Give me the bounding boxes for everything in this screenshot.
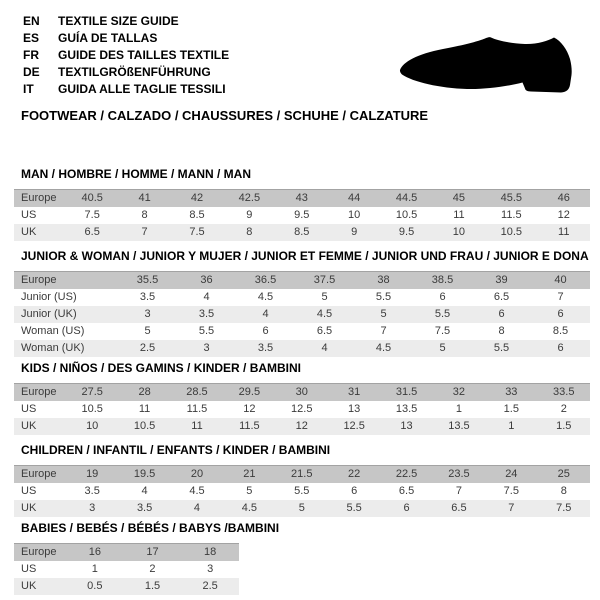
row-label: UK	[21, 502, 37, 514]
language-label: GUIDA ALLE TAGLIE TESSILI	[58, 82, 226, 96]
size-cell: 32	[452, 386, 466, 398]
size-table-row	[14, 544, 239, 562]
table-title-babies: BABIES / BEBÉS / BÉBÉS / BABYS /BAMBINI	[21, 521, 280, 535]
size-cell: 42	[190, 192, 204, 204]
size-cell: 6	[262, 325, 269, 337]
language-row	[23, 81, 229, 98]
size-cell: 17	[146, 546, 159, 558]
size-cell: 5.5	[346, 502, 362, 514]
size-cell: 7	[455, 485, 462, 497]
row-label: US	[21, 403, 37, 415]
size-table-row	[14, 289, 590, 306]
size-table-row	[14, 340, 590, 357]
size-table-children	[14, 465, 590, 517]
size-cell: 1.5	[144, 580, 161, 592]
size-cell: 3.5	[84, 485, 100, 497]
size-cell: 10	[348, 209, 361, 221]
size-cell: 8	[498, 325, 505, 337]
size-cell: 19.5	[133, 468, 156, 480]
size-table-row	[14, 384, 590, 402]
size-cell: 24	[505, 468, 518, 480]
size-cell: 20	[190, 468, 204, 480]
size-cell: 40	[554, 274, 567, 286]
size-cell: 7.5	[556, 502, 572, 514]
size-cell: 25	[557, 468, 570, 480]
size-cell: 5	[298, 502, 305, 514]
language-row	[23, 13, 229, 30]
row-label: Europe	[21, 192, 57, 204]
size-cell: 6.5	[398, 485, 415, 497]
language-list	[23, 13, 229, 98]
row-label: Europe	[21, 274, 57, 286]
size-cell: 5	[380, 308, 387, 320]
size-cell: 30	[295, 386, 308, 398]
size-cell: 33	[505, 386, 518, 398]
row-label: Woman (UK)	[21, 342, 85, 354]
size-table-junior-woman	[14, 271, 590, 357]
size-section-man	[14, 166, 590, 241]
size-table-kids	[14, 383, 590, 435]
size-table-row	[14, 272, 590, 290]
size-cell: 11	[558, 226, 570, 238]
size-cell: 38	[377, 274, 390, 286]
size-cell: 6	[403, 502, 410, 514]
size-cell: 3	[144, 308, 151, 320]
size-cell: 3.5	[139, 291, 156, 303]
size-cell: 7.5	[434, 325, 451, 337]
size-cell: 37.5	[313, 274, 336, 286]
size-cell: 5.5	[294, 485, 310, 497]
language-row	[23, 64, 229, 81]
dress-shoe-icon	[385, 15, 585, 105]
row-label: Europe	[21, 546, 57, 558]
size-cell: 10.5	[500, 226, 523, 238]
size-table-row	[14, 418, 590, 435]
size-cell: 12.5	[291, 403, 313, 415]
size-cell: 5.5	[434, 308, 451, 320]
size-cell: 12	[295, 420, 308, 432]
row-label: Junior (UK)	[21, 308, 77, 320]
size-section-kids	[14, 360, 590, 435]
size-cell: 31.5	[395, 386, 418, 398]
size-cell: 13	[348, 403, 361, 415]
size-cell: 9.5	[398, 226, 415, 238]
size-cell: 0.5	[87, 580, 103, 592]
size-cell: 4.5	[241, 502, 258, 514]
size-cell: 5	[439, 342, 446, 354]
size-cell: 8	[560, 485, 567, 497]
size-cell: 5.5	[375, 291, 392, 303]
size-cell: 4	[262, 308, 269, 320]
size-cell: 4	[193, 502, 201, 514]
size-cell: 22	[348, 468, 361, 480]
size-section-babies	[14, 520, 590, 595]
row-label: UK	[21, 226, 37, 238]
size-cell: 6.5	[493, 291, 510, 303]
size-table-row	[14, 224, 590, 241]
size-table-babies	[14, 543, 239, 595]
size-cell: 10.5	[133, 420, 156, 432]
row-label: Europe	[21, 386, 57, 398]
size-table-row	[14, 401, 590, 418]
size-cell: 11	[453, 209, 465, 221]
size-cell: 10.5	[81, 403, 103, 415]
size-table-row	[14, 561, 239, 578]
language-row	[23, 47, 229, 64]
size-cell: 8	[141, 209, 148, 221]
size-cell: 1	[91, 563, 98, 575]
size-cell: 6	[557, 308, 564, 320]
size-cell: 4.5	[375, 342, 392, 354]
table-title-man: MAN / HOMBRE / HOMME / MANN / MAN	[21, 167, 251, 181]
size-cell: 6	[557, 342, 564, 354]
size-cell: 5	[321, 291, 328, 303]
size-cell: 46	[557, 192, 570, 204]
size-table-row	[14, 578, 239, 595]
size-table-row	[14, 207, 590, 224]
row-label: US	[21, 485, 37, 497]
size-cell: 23.5	[448, 468, 470, 480]
size-cell: 7.5	[189, 226, 205, 238]
size-cell: 44	[348, 192, 361, 204]
size-cell: 2.5	[139, 342, 156, 354]
size-cell: 5	[144, 325, 151, 337]
size-cell: 12	[557, 209, 570, 221]
size-cell: 9.5	[294, 209, 310, 221]
size-cell: 2.5	[202, 580, 218, 592]
size-cell: 45.5	[500, 192, 523, 204]
size-cell: 6	[439, 291, 446, 303]
size-cell: 28.5	[186, 386, 208, 398]
language-label: GUÍA DE TALLAS	[58, 31, 158, 45]
size-cell: 10	[86, 420, 99, 432]
size-cell: 12	[243, 403, 256, 415]
size-cell: 27.5	[81, 386, 103, 398]
size-cell: 38.5	[431, 274, 454, 286]
table-title-junior-woman: JUNIOR & WOMAN / JUNIOR Y MUJER / JUNIOR ET FEMME / JUNIOR UND FRAU / JUNIOR E DONA	[21, 249, 589, 263]
size-cell: 22.5	[395, 468, 418, 480]
row-label: US	[21, 563, 37, 575]
size-cell: 5.5	[493, 342, 510, 354]
size-cell: 3.5	[198, 308, 215, 320]
size-cell: 2	[560, 403, 567, 415]
size-cell: 10	[452, 226, 466, 238]
size-cell: 1	[455, 403, 462, 415]
size-cell: 1	[508, 420, 515, 432]
language-label: GUIDE DES TAILLES TEXTILE	[58, 48, 230, 62]
row-label: Woman (US)	[21, 325, 85, 337]
size-cell: 36.5	[254, 274, 277, 286]
size-cell: 43	[295, 192, 308, 204]
size-cell: 4.5	[189, 485, 205, 497]
size-cell: 11.5	[239, 420, 260, 432]
size-cell: 13.5	[448, 420, 470, 432]
language-code: IT	[23, 82, 34, 96]
size-cell: 21.5	[291, 468, 313, 480]
size-cell: 31	[348, 386, 361, 398]
row-label: Europe	[21, 468, 57, 480]
size-cell: 33.5	[553, 386, 575, 398]
size-table-row	[14, 323, 590, 340]
size-cell: 9	[351, 226, 358, 238]
language-code: FR	[23, 48, 39, 62]
row-label: US	[21, 209, 37, 221]
size-cell: 6	[498, 308, 505, 320]
language-code: DE	[23, 65, 40, 79]
size-cell: 13	[400, 420, 413, 432]
size-cell: 11.5	[186, 403, 208, 415]
size-cell: 3	[203, 342, 210, 354]
size-cell: 7	[380, 325, 387, 337]
size-cell: 5	[246, 485, 253, 497]
size-cell: 10.5	[395, 209, 418, 221]
size-cell: 28	[138, 386, 151, 398]
size-cell: 36	[200, 274, 213, 286]
size-cell: 7	[557, 291, 564, 303]
size-cell: 7	[508, 502, 515, 514]
size-cell: 6.5	[84, 226, 100, 238]
language-code: EN	[23, 14, 40, 28]
size-section-children	[14, 442, 590, 517]
size-cell: 1.5	[503, 403, 519, 415]
table-title-children: CHILDREN / INFANTIL / ENFANTS / KINDER / BAMBINI	[21, 443, 331, 457]
size-cell: 4	[203, 291, 210, 303]
size-cell: 4	[321, 342, 328, 354]
size-cell: 6.5	[316, 325, 333, 337]
size-cell: 4	[141, 485, 148, 497]
size-cell: 11	[191, 420, 203, 432]
size-cell: 4.5	[257, 291, 274, 303]
row-label: UK	[21, 580, 37, 592]
size-cell: 42.5	[238, 192, 261, 204]
size-cell: 6.5	[451, 502, 467, 514]
size-table-row	[14, 190, 590, 208]
category-title: FOOTWEAR / CALZADO / CHAUSSURES / SCHUHE / CALZATURE	[21, 108, 429, 123]
size-cell: 11	[138, 403, 151, 415]
size-cell: 1.5	[556, 420, 572, 432]
size-cell: 45	[452, 192, 466, 204]
size-cell: 12.5	[343, 420, 365, 432]
language-row	[23, 30, 229, 47]
size-cell: 2	[149, 563, 156, 575]
row-label: UK	[21, 420, 37, 432]
size-cell: 39	[495, 274, 508, 286]
size-cell: 7.5	[84, 209, 100, 221]
size-table-row	[14, 483, 590, 500]
size-cell: 7.5	[503, 485, 519, 497]
language-code: ES	[23, 31, 40, 45]
size-cell: 11.5	[501, 209, 522, 221]
size-cell: 9	[246, 209, 253, 221]
size-cell: 29.5	[238, 386, 261, 398]
size-table-man	[14, 189, 590, 241]
size-table-row	[14, 306, 590, 323]
size-cell: 7	[141, 226, 148, 238]
size-cell: 40.5	[81, 192, 103, 204]
size-cell: 21	[243, 468, 256, 480]
size-section-junior-woman	[14, 248, 590, 357]
language-label: TEXTILGRÖßENFÜHRUNG	[58, 65, 211, 79]
size-cell: 19	[86, 468, 99, 480]
size-table-row	[14, 466, 590, 484]
size-cell: 3	[207, 563, 214, 575]
size-cell: 18	[204, 546, 217, 558]
size-cell: 6	[351, 485, 358, 497]
size-cell: 8	[246, 226, 253, 238]
size-cell: 3	[89, 502, 96, 514]
size-cell: 8.5	[552, 325, 569, 337]
size-cell: 16	[88, 546, 101, 558]
size-cell: 8.5	[294, 226, 310, 238]
size-cell: 44.5	[395, 192, 418, 204]
size-cell: 8.5	[189, 209, 205, 221]
size-table-row	[14, 500, 590, 517]
size-cell: 3.5	[257, 342, 274, 354]
size-cell: 41	[138, 192, 151, 204]
language-label: TEXTILE SIZE GUIDE	[58, 14, 179, 28]
size-cell: 5.5	[198, 325, 215, 337]
size-cell: 3.5	[136, 502, 153, 514]
table-title-kids: KIDS / NIÑOS / DES GAMINS / KINDER / BAMBINI	[21, 361, 302, 375]
size-cell: 4.5	[316, 308, 333, 320]
size-cell: 13.5	[395, 403, 418, 415]
size-cell: 35.5	[136, 274, 159, 286]
row-label: Junior (US)	[21, 291, 77, 303]
